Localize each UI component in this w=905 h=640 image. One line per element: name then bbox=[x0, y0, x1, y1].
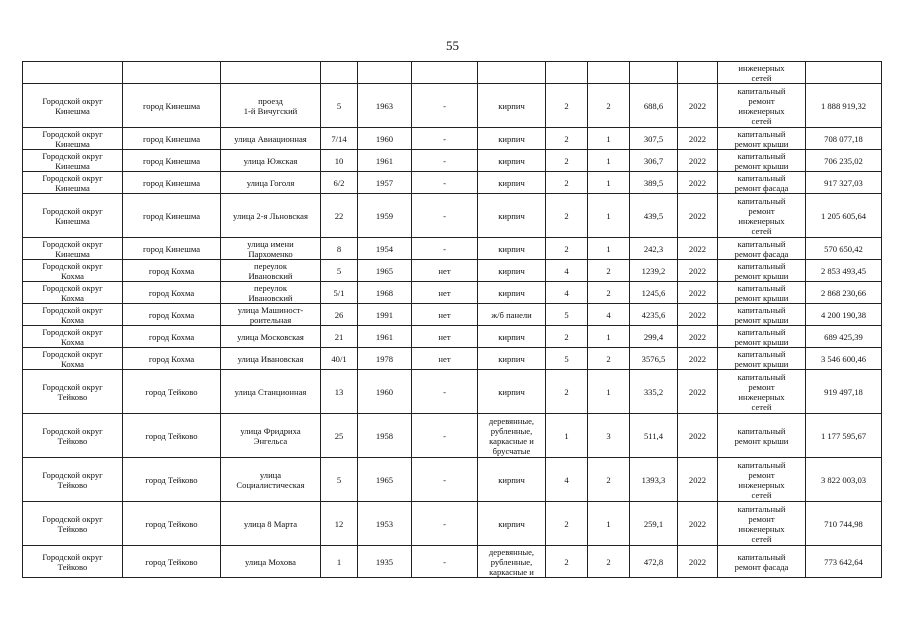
cell-city: город Кинешма bbox=[123, 172, 221, 194]
table-row bbox=[23, 304, 882, 326]
cell-work-type: капитальный ремонт инженерных сетей bbox=[718, 370, 806, 414]
cell-city: город Кохма bbox=[123, 348, 221, 370]
cell-heritage bbox=[412, 62, 478, 84]
cell-cost: 1 205 605,64 bbox=[806, 194, 882, 238]
table-row bbox=[23, 414, 882, 458]
table-row bbox=[23, 150, 882, 172]
cell-district: Городской округ Кохма bbox=[23, 282, 123, 304]
cell-district: Городской округ Тейково bbox=[23, 458, 123, 502]
table-row bbox=[23, 84, 882, 128]
cell-cost bbox=[806, 62, 882, 84]
cell-entrances: 1 bbox=[588, 172, 630, 194]
cell-year-built: 1954 bbox=[358, 238, 412, 260]
cell-floors: 2 bbox=[546, 150, 588, 172]
cell-heritage: - bbox=[412, 194, 478, 238]
cell-street: улица Моховa bbox=[221, 546, 321, 578]
cell-house-number: 5/1 bbox=[321, 282, 358, 304]
cell-city: город Тейково bbox=[123, 546, 221, 578]
cell-year-plan: 2022 bbox=[678, 326, 718, 348]
cell-house-number: 1 bbox=[321, 546, 358, 578]
cell-area: 307,5 bbox=[630, 128, 678, 150]
cell-house-number: 12 bbox=[321, 502, 358, 546]
cell-street: улица Социалистическая bbox=[221, 458, 321, 502]
cell-year-plan: 2022 bbox=[678, 282, 718, 304]
cell-entrances: 1 bbox=[588, 502, 630, 546]
cell-work-type: капитальный ремонт инженерных сетей bbox=[718, 502, 806, 546]
cell-cost: 919 497,18 bbox=[806, 370, 882, 414]
cell-wall-material: кирпич bbox=[478, 370, 546, 414]
cell-district: Городской округ Тейково bbox=[23, 546, 123, 578]
cell-floors: 2 bbox=[546, 326, 588, 348]
cell-city: город Тейково bbox=[123, 458, 221, 502]
cell-entrances: 2 bbox=[588, 260, 630, 282]
cell-floors: 2 bbox=[546, 546, 588, 578]
cell-year-built: 1961 bbox=[358, 150, 412, 172]
cell-work-type: капитальный ремонт инженерных сетей bbox=[718, 458, 806, 502]
cell-wall-material: кирпич bbox=[478, 128, 546, 150]
cell-wall-material: ж/б панели bbox=[478, 304, 546, 326]
cell-city: город Кинешма bbox=[123, 84, 221, 128]
cell-cost: 917 327,03 bbox=[806, 172, 882, 194]
page-number: 55 bbox=[446, 38, 459, 53]
cell-wall-material: кирпич bbox=[478, 326, 546, 348]
cell-city bbox=[123, 62, 221, 84]
cell-heritage: - bbox=[412, 128, 478, 150]
cell-wall-material: деревянные, рубленные, каркасные и bbox=[478, 546, 546, 578]
cell-entrances: 2 bbox=[588, 84, 630, 128]
cell-wall-material: кирпич bbox=[478, 238, 546, 260]
cell-floors: 2 bbox=[546, 502, 588, 546]
cell-year-built bbox=[358, 62, 412, 84]
cell-city: город Кохма bbox=[123, 326, 221, 348]
cell-wall-material: кирпич bbox=[478, 458, 546, 502]
table-row bbox=[23, 260, 882, 282]
table-row bbox=[23, 502, 882, 546]
cell-heritage: - bbox=[412, 414, 478, 458]
cell-cost: 706 235,02 bbox=[806, 150, 882, 172]
cell-house-number: 22 bbox=[321, 194, 358, 238]
cell-year-built: 1978 bbox=[358, 348, 412, 370]
table-row bbox=[23, 194, 882, 238]
cell-area: 3576,5 bbox=[630, 348, 678, 370]
table-row bbox=[23, 370, 882, 414]
cell-entrances: 1 bbox=[588, 150, 630, 172]
cell-entrances: 1 bbox=[588, 194, 630, 238]
cell-entrances: 3 bbox=[588, 414, 630, 458]
cell-floors: 4 bbox=[546, 282, 588, 304]
cell-work-type: капитальный ремонт крыши bbox=[718, 128, 806, 150]
cell-year-plan: 2022 bbox=[678, 172, 718, 194]
cell-house-number: 25 bbox=[321, 414, 358, 458]
cell-street bbox=[221, 62, 321, 84]
cell-cost: 689 425,39 bbox=[806, 326, 882, 348]
cell-wall-material: кирпич bbox=[478, 282, 546, 304]
cell-house-number: 40/1 bbox=[321, 348, 358, 370]
cell-area bbox=[630, 62, 678, 84]
cell-street: улица Станционная bbox=[221, 370, 321, 414]
cell-house-number: 5 bbox=[321, 260, 358, 282]
table-row bbox=[23, 172, 882, 194]
cell-year-plan: 2022 bbox=[678, 414, 718, 458]
cell-heritage: нет bbox=[412, 282, 478, 304]
cell-district: Городской округ Тейково bbox=[23, 370, 123, 414]
table-body bbox=[23, 62, 882, 578]
cell-year-plan bbox=[678, 62, 718, 84]
cell-year-built: 1953 bbox=[358, 502, 412, 546]
table-row bbox=[23, 128, 882, 150]
cell-cost: 708 077,18 bbox=[806, 128, 882, 150]
cell-city: город Тейково bbox=[123, 370, 221, 414]
cell-cost: 4 200 190,38 bbox=[806, 304, 882, 326]
cell-year-built: 1968 bbox=[358, 282, 412, 304]
cell-year-built: 1957 bbox=[358, 172, 412, 194]
cell-year-plan: 2022 bbox=[678, 84, 718, 128]
cell-street: улица Авиационная bbox=[221, 128, 321, 150]
cell-work-type: инженерных сетей bbox=[718, 62, 806, 84]
cell-work-type: капитальный ремонт крыши bbox=[718, 304, 806, 326]
cell-work-type: капитальный ремонт фасада bbox=[718, 546, 806, 578]
cell-city: город Кинешма bbox=[123, 150, 221, 172]
cell-heritage: - bbox=[412, 238, 478, 260]
cell-cost: 1 177 595,67 bbox=[806, 414, 882, 458]
cell-entrances: 2 bbox=[588, 282, 630, 304]
cell-cost: 3 822 003,03 bbox=[806, 458, 882, 502]
cell-year-built: 1965 bbox=[358, 260, 412, 282]
cell-city: город Кохма bbox=[123, 282, 221, 304]
cell-entrances: 2 bbox=[588, 348, 630, 370]
cell-district: Городской округ Тейково bbox=[23, 414, 123, 458]
cell-house-number bbox=[321, 62, 358, 84]
cell-house-number: 10 bbox=[321, 150, 358, 172]
cell-work-type: капитальный ремонт крыши bbox=[718, 260, 806, 282]
cell-year-built: 1958 bbox=[358, 414, 412, 458]
cell-wall-material: кирпич bbox=[478, 84, 546, 128]
cell-floors bbox=[546, 62, 588, 84]
cell-entrances: 1 bbox=[588, 326, 630, 348]
cell-wall-material: кирпич bbox=[478, 150, 546, 172]
cell-area: 306,7 bbox=[630, 150, 678, 172]
cell-floors: 2 bbox=[546, 172, 588, 194]
cell-year-plan: 2022 bbox=[678, 458, 718, 502]
cell-city: город Кинешма bbox=[123, 128, 221, 150]
cell-street: проезд 1-й Вичугский bbox=[221, 84, 321, 128]
cell-area: 259,1 bbox=[630, 502, 678, 546]
cell-work-type: капитальный ремонт фасада bbox=[718, 172, 806, 194]
cell-year-plan: 2022 bbox=[678, 238, 718, 260]
cell-house-number: 8 bbox=[321, 238, 358, 260]
cell-district: Городской округ Кинешма bbox=[23, 172, 123, 194]
cell-city: город Тейково bbox=[123, 414, 221, 458]
cell-floors: 2 bbox=[546, 84, 588, 128]
cell-heritage: нет bbox=[412, 304, 478, 326]
cell-year-built: 1991 bbox=[358, 304, 412, 326]
cell-floors: 4 bbox=[546, 260, 588, 282]
cell-year-plan: 2022 bbox=[678, 370, 718, 414]
cell-entrances: 1 bbox=[588, 370, 630, 414]
cell-work-type: капитальный ремонт инженерных сетей bbox=[718, 84, 806, 128]
cell-year-built: 1963 bbox=[358, 84, 412, 128]
cell-house-number: 5 bbox=[321, 458, 358, 502]
cell-work-type: капитальный ремонт фасада bbox=[718, 238, 806, 260]
cell-street: улица Ивановская bbox=[221, 348, 321, 370]
cell-cost: 3 546 600,46 bbox=[806, 348, 882, 370]
cell-year-built: 1959 bbox=[358, 194, 412, 238]
cell-year-plan: 2022 bbox=[678, 150, 718, 172]
cell-wall-material: кирпич bbox=[478, 348, 546, 370]
cell-street: улица 8 Марта bbox=[221, 502, 321, 546]
cell-street: улица Фридриха Энгельса bbox=[221, 414, 321, 458]
cell-street: улица Южская bbox=[221, 150, 321, 172]
cell-city: город Кохма bbox=[123, 304, 221, 326]
cell-city: город Кохма bbox=[123, 260, 221, 282]
cell-area: 1393,3 bbox=[630, 458, 678, 502]
cell-house-number: 21 bbox=[321, 326, 358, 348]
cell-heritage: - bbox=[412, 502, 478, 546]
cell-district: Городской округ Кинешма bbox=[23, 128, 123, 150]
cell-wall-material: кирпич bbox=[478, 260, 546, 282]
cell-wall-material: кирпич bbox=[478, 502, 546, 546]
cell-area: 472,8 bbox=[630, 546, 678, 578]
cell-district: Городской округ Кохма bbox=[23, 304, 123, 326]
cell-work-type: капитальный ремонт крыши bbox=[718, 150, 806, 172]
cell-year-plan: 2022 bbox=[678, 502, 718, 546]
cell-area: 511,4 bbox=[630, 414, 678, 458]
cell-heritage: нет bbox=[412, 260, 478, 282]
cell-year-built: 1965 bbox=[358, 458, 412, 502]
cell-cost: 710 744,98 bbox=[806, 502, 882, 546]
cell-street: переулок Ивановский bbox=[221, 282, 321, 304]
cell-heritage: - bbox=[412, 458, 478, 502]
cell-cost: 570 650,42 bbox=[806, 238, 882, 260]
table-row bbox=[23, 326, 882, 348]
cell-year-built: 1960 bbox=[358, 128, 412, 150]
cell-floors: 4 bbox=[546, 458, 588, 502]
cell-area: 688,6 bbox=[630, 84, 678, 128]
cell-work-type: капитальный ремонт крыши bbox=[718, 348, 806, 370]
cell-year-built: 1960 bbox=[358, 370, 412, 414]
cell-area: 1245,6 bbox=[630, 282, 678, 304]
cell-street: улица 2-я Льновская bbox=[221, 194, 321, 238]
cell-entrances bbox=[588, 62, 630, 84]
cell-heritage: - bbox=[412, 172, 478, 194]
cell-area: 335,2 bbox=[630, 370, 678, 414]
cell-year-plan: 2022 bbox=[678, 348, 718, 370]
cell-district: Городской округ Кинешма bbox=[23, 194, 123, 238]
cell-work-type: капитальный ремонт крыши bbox=[718, 326, 806, 348]
cell-wall-material: кирпич bbox=[478, 172, 546, 194]
cell-floors: 1 bbox=[546, 414, 588, 458]
cell-district: Городской округ Кохма bbox=[23, 326, 123, 348]
cell-house-number: 5 bbox=[321, 84, 358, 128]
cell-year-plan: 2022 bbox=[678, 128, 718, 150]
cell-street: улица Гоголя bbox=[221, 172, 321, 194]
cell-wall-material bbox=[478, 62, 546, 84]
table-row bbox=[23, 238, 882, 260]
cell-entrances: 1 bbox=[588, 238, 630, 260]
cell-house-number: 6/2 bbox=[321, 172, 358, 194]
cell-year-plan: 2022 bbox=[678, 304, 718, 326]
cell-floors: 2 bbox=[546, 238, 588, 260]
cell-area: 4235,6 bbox=[630, 304, 678, 326]
cell-city: город Кинешма bbox=[123, 238, 221, 260]
cell-district: Городской округ Тейково bbox=[23, 502, 123, 546]
cell-entrances: 4 bbox=[588, 304, 630, 326]
cell-entrances: 1 bbox=[588, 128, 630, 150]
cell-heritage: - bbox=[412, 84, 478, 128]
cell-year-plan: 2022 bbox=[678, 260, 718, 282]
cell-street: переулок Ивановский bbox=[221, 260, 321, 282]
cell-floors: 2 bbox=[546, 370, 588, 414]
cell-entrances: 2 bbox=[588, 546, 630, 578]
cell-floors: 5 bbox=[546, 304, 588, 326]
table-row bbox=[23, 458, 882, 502]
cell-floors: 5 bbox=[546, 348, 588, 370]
cell-work-type: капитальный ремонт крыши bbox=[718, 282, 806, 304]
cell-area: 439,5 bbox=[630, 194, 678, 238]
cell-area: 299,4 bbox=[630, 326, 678, 348]
cell-area: 1239,2 bbox=[630, 260, 678, 282]
cell-cost: 2 868 230,66 bbox=[806, 282, 882, 304]
cell-house-number: 26 bbox=[321, 304, 358, 326]
cell-district: Городской округ Кохма bbox=[23, 260, 123, 282]
cell-work-type: капитальный ремонт крыши bbox=[718, 414, 806, 458]
cell-street: улица Машиност- роительная bbox=[221, 304, 321, 326]
cell-house-number: 13 bbox=[321, 370, 358, 414]
cell-year-built: 1961 bbox=[358, 326, 412, 348]
cell-cost: 1 888 919,32 bbox=[806, 84, 882, 128]
cell-area: 242,3 bbox=[630, 238, 678, 260]
cell-city: город Тейково bbox=[123, 502, 221, 546]
cell-year-plan: 2022 bbox=[678, 194, 718, 238]
table-row bbox=[23, 282, 882, 304]
cell-wall-material: кирпич bbox=[478, 194, 546, 238]
cell-heritage: - bbox=[412, 370, 478, 414]
cell-district: Городской округ Кохма bbox=[23, 348, 123, 370]
cell-district: Городской округ Кинешма bbox=[23, 238, 123, 260]
cell-cost: 773 642,64 bbox=[806, 546, 882, 578]
cell-heritage: - bbox=[412, 150, 478, 172]
cell-district: Городской округ Кинешма bbox=[23, 84, 123, 128]
table-row bbox=[23, 546, 882, 578]
cell-city: город Кинешма bbox=[123, 194, 221, 238]
cell-work-type: капитальный ремонт инженерных сетей bbox=[718, 194, 806, 238]
cell-house-number: 7/14 bbox=[321, 128, 358, 150]
buildings-table bbox=[22, 61, 882, 578]
table-row bbox=[23, 348, 882, 370]
cell-street: улица Московская bbox=[221, 326, 321, 348]
cell-heritage: - bbox=[412, 546, 478, 578]
cell-entrances: 2 bbox=[588, 458, 630, 502]
cell-district bbox=[23, 62, 123, 84]
cell-street: улица имени Пархоменко bbox=[221, 238, 321, 260]
cell-floors: 2 bbox=[546, 194, 588, 238]
cell-floors: 2 bbox=[546, 128, 588, 150]
cell-cost: 2 853 493,45 bbox=[806, 260, 882, 282]
cell-heritage: нет bbox=[412, 326, 478, 348]
cell-heritage: нет bbox=[412, 348, 478, 370]
cell-year-built: 1935 bbox=[358, 546, 412, 578]
cell-area: 389,5 bbox=[630, 172, 678, 194]
table-row bbox=[23, 62, 882, 84]
cell-year-plan: 2022 bbox=[678, 546, 718, 578]
cell-wall-material: деревянные, рубленные, каркасные и брусчатые bbox=[478, 414, 546, 458]
cell-district: Городской округ Кинешма bbox=[23, 150, 123, 172]
